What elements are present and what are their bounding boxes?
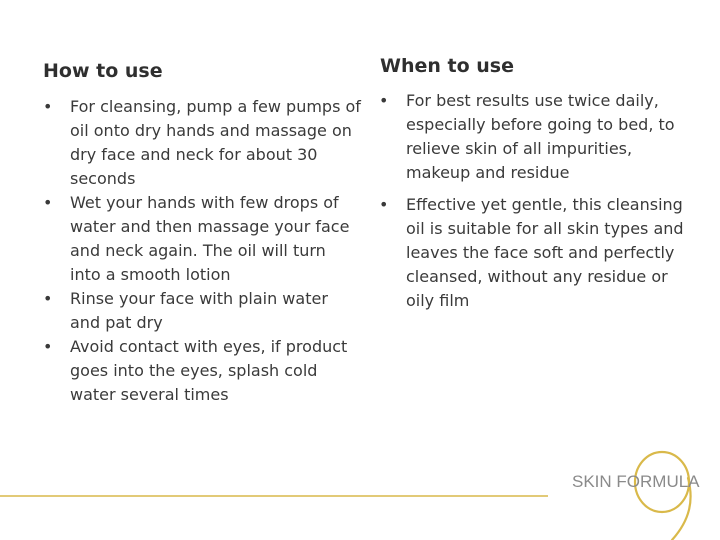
bullet-icon: • <box>379 195 389 214</box>
bullet-icon: • <box>43 337 53 356</box>
bullet-icon: • <box>43 193 53 212</box>
bullet-icon: • <box>43 97 53 116</box>
numeral-nine-icon <box>635 452 691 540</box>
when-to-use-heading: When to use <box>380 55 514 77</box>
list-item-text: For cleansing, pump a few pumps of oil onto dry hands and massage on dry face and neck for about 30 seconds <box>70 97 361 188</box>
how-to-use-heading: How to use <box>43 60 163 82</box>
how-to-use-list <box>43 95 361 407</box>
logo-text: SKIN FORMULA <box>572 472 700 491</box>
list-item-text: For best results use twice daily, especially before going to bed, to relieve skin of all impurities, makeup and residue <box>406 91 675 182</box>
bullet-icon: • <box>43 289 53 308</box>
list-item <box>43 95 361 191</box>
when-to-use-list <box>379 89 689 313</box>
list-item-text: Wet your hands with few drops of water and then massage your face and neck again. The oil will turn into a smooth lotion <box>70 193 350 284</box>
list-item <box>379 193 689 313</box>
list-item <box>43 335 361 407</box>
list-item <box>43 191 361 287</box>
bullet-icon: • <box>379 91 389 110</box>
list-item-text: Rinse your face with plain water and pat dry <box>70 289 328 332</box>
list-item <box>379 89 689 185</box>
list-item-text: Effective yet gentle, this cleansing oil is suitable for all skin types and leaves the face soft and perfectly cleansed, without any residue or oily film <box>406 195 684 310</box>
list-item-text: Avoid contact with eyes, if product goes into the eyes, splash cold water several times <box>70 337 348 404</box>
list-item <box>43 287 361 335</box>
